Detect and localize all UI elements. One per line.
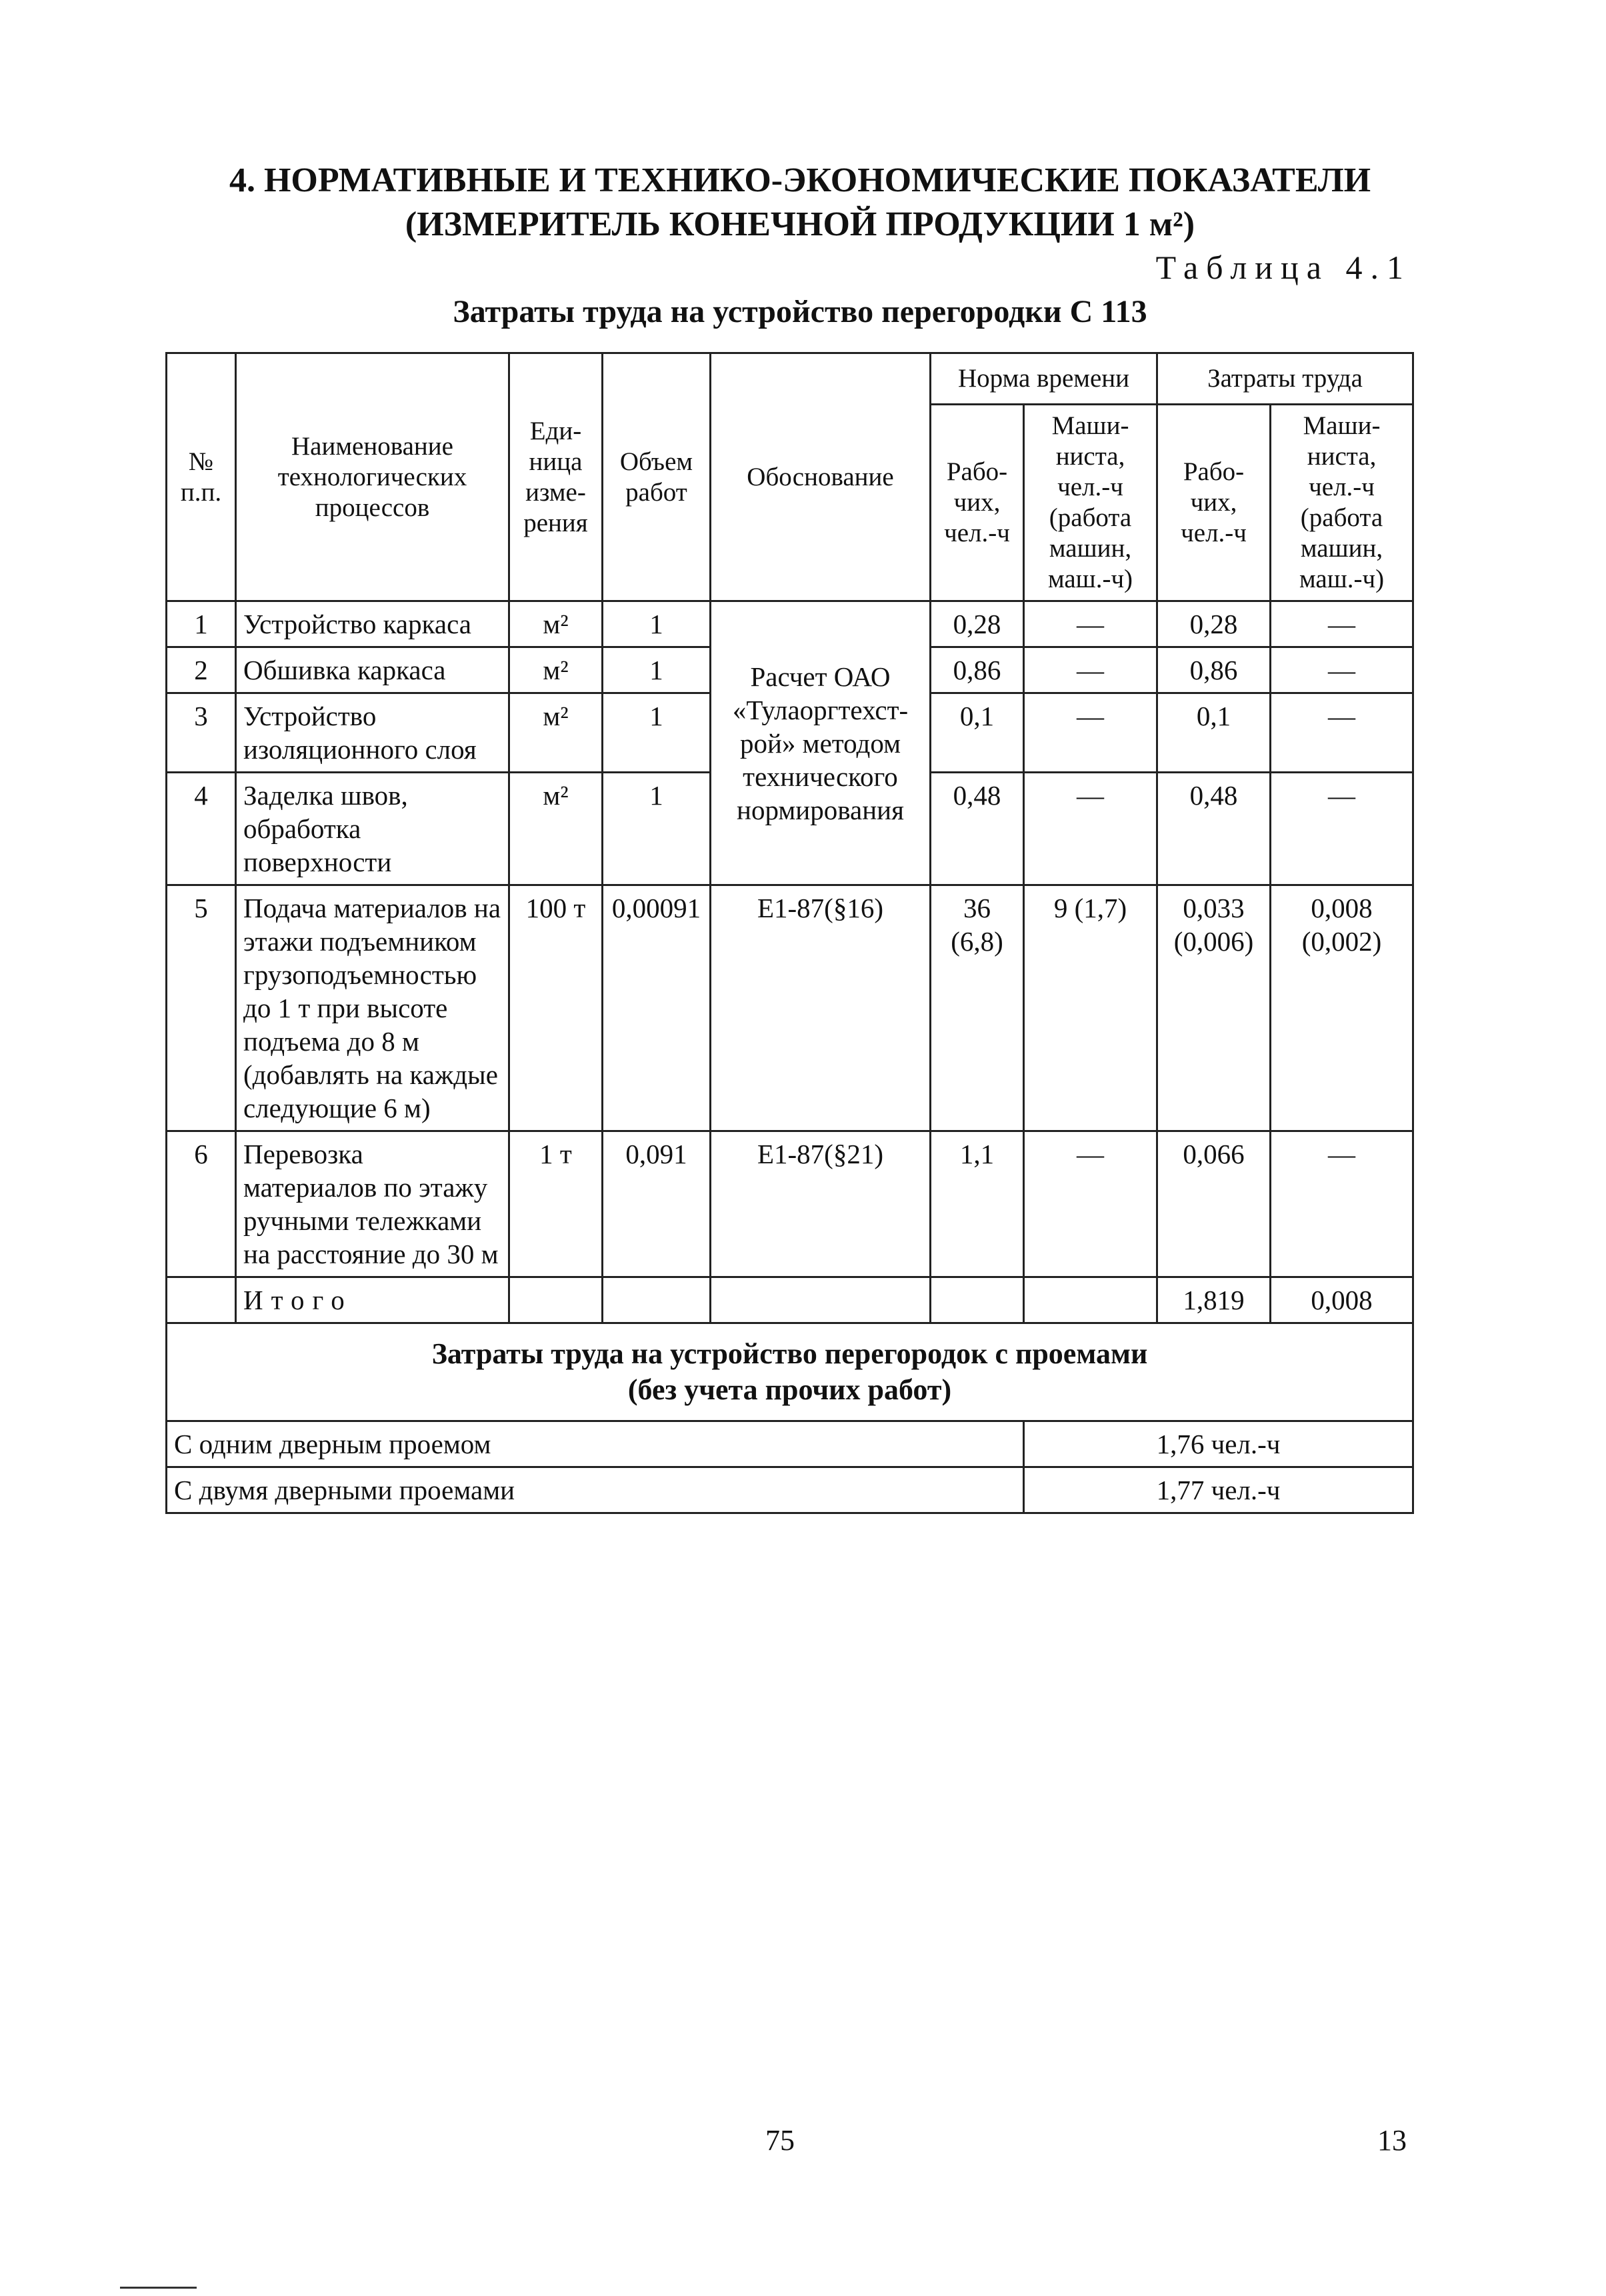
col-basis-header: Обоснование [711, 353, 931, 601]
table-row: 1 Устройство каркаса м² 1 Расчет ОАО «Тулаоргтехст-рой» методом технического нормирования 0,28 — 0,28 — [167, 601, 1413, 647]
table-row: 5 Подача материалов на этажи подъемником грузоподъемностью до 1 т при высоте подъема до 8 м (добавлять на каждые следующие 6 м) 100 т 0,00091 Е1-87(§16) 36 (6,8) 9 (1,7) 0,033 (0,006) 0,008 (0,002) [167, 885, 1413, 1131]
table-row: 3 Устройство изоляционного слоя м² 1 0,1 — 0,1 — [167, 693, 1413, 773]
table-number: Таблица 4.1 [1155, 249, 1411, 286]
section-heading [167, 159, 1433, 247]
total-machinists: 0,008 [1271, 1277, 1413, 1323]
table-caption: Затраты труда на устройство перегородки С 113 [453, 294, 1147, 329]
opening-label: С двумя дверными проемами [167, 1467, 1024, 1513]
norm-time-header: Норма времени [931, 353, 1157, 405]
col-volume-header: Объем работ [603, 353, 711, 601]
total-row [167, 1277, 1413, 1323]
opening-label: С одним дверным проемом [167, 1421, 1024, 1467]
opening-value: 1,76 чел.-ч [1024, 1421, 1413, 1467]
table-row: 2 Обшивка каркаса м² 1 0,86 — 0,86 — [167, 647, 1413, 693]
openings-title-line-2: (без учета прочих работ) [627, 1373, 952, 1406]
col-num-header: № п.п. [167, 353, 236, 601]
table-row: 4 Заделка швов, обработка поверхности м² 1 0,48 — 0,48 — [167, 773, 1413, 885]
cost-machinists-header: Маши-ниста, чел.-ч (работа машин, маш.-ч) [1271, 405, 1413, 601]
heading-line-2: (ИЗМЕРИТЕЛЬ КОНЕЧНОЙ ПРОДУКЦИИ 1 м²) [405, 205, 1195, 243]
openings-title-line-1: Затраты труда на устройство перегородок с проемами [431, 1337, 1148, 1370]
openings-title-row [167, 1323, 1413, 1421]
table-row: 6 Перевозка материалов по этажу ручными тележками на расстояние до 30 м 1 т 0,091 Е1-87(§21) 1,1 — 0,066 — [167, 1131, 1413, 1277]
header-row-1 [167, 353, 1413, 405]
col-name-header: Наименование технологических процессов [236, 353, 509, 601]
total-workers: 1,819 [1157, 1277, 1271, 1323]
page-number-center: 75 [765, 2124, 795, 2157]
opening-row [167, 1421, 1413, 1467]
total-label: Итого [236, 1277, 509, 1323]
labor-costs-table [165, 352, 1414, 1514]
col-unit-header: Еди-ница изме-рения [509, 353, 603, 601]
cost-workers-header: Рабо-чих, чел.-ч [1157, 405, 1271, 601]
opening-row [167, 1467, 1413, 1513]
heading-line-1: 4. НОРМАТИВНЫЕ И ТЕХНИКО-ЭКОНОМИЧЕСКИЕ ПОКАЗАТЕЛИ [229, 161, 1371, 199]
page-number-right: 13 [1377, 2124, 1407, 2157]
shared-basis-cell: Расчет ОАО «Тулаоргтехст-рой» методом технического нормирования [711, 601, 931, 885]
opening-value: 1,77 чел.-ч [1024, 1467, 1413, 1513]
labor-cost-header: Затраты труда [1157, 353, 1413, 405]
bottom-rule [120, 2287, 197, 2289]
norm-workers-header: Рабо-чих, чел.-ч [931, 405, 1024, 601]
norm-machinists-header: Маши-ниста, чел.-ч (работа машин, маш.-ч) [1024, 405, 1157, 601]
